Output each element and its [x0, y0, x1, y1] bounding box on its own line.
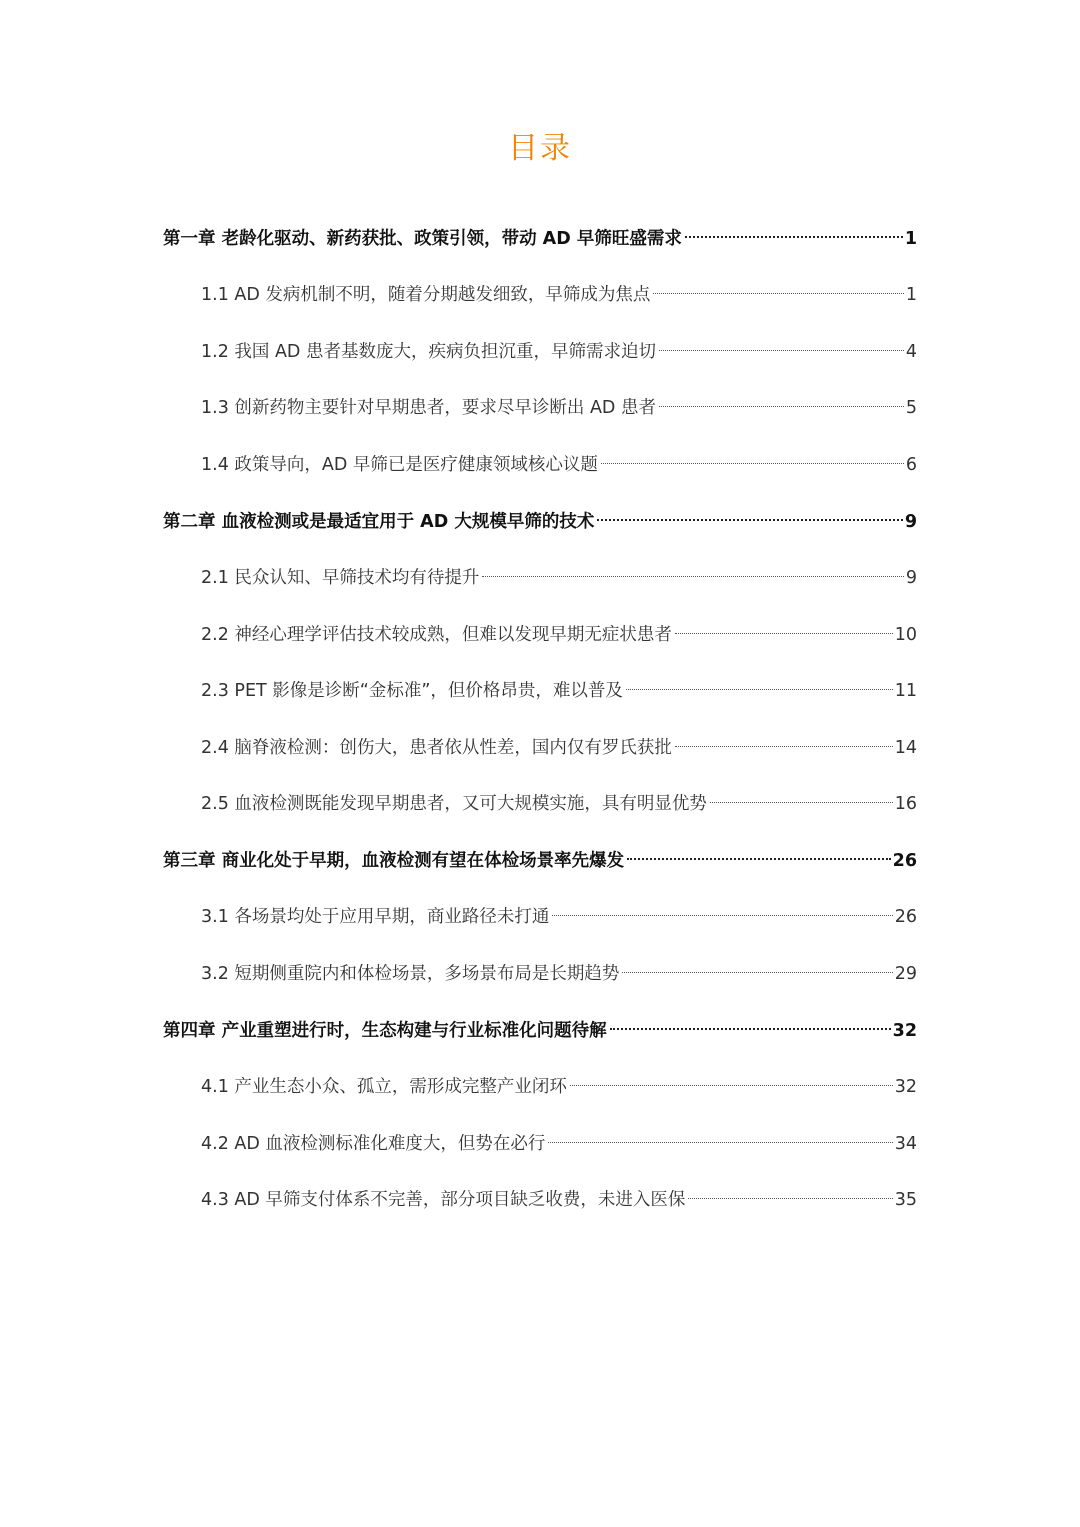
toc-entry-title: 1.1 AD 发病机制不明，随着分期越发细致，早筛成为焦点: [201, 285, 651, 305]
toc-section-1-4[interactable]: [201, 450, 917, 480]
toc-entry-title: 2.1 民众认知、早筛技术均有待提升: [201, 568, 480, 588]
toc-chapter-1[interactable]: [163, 224, 917, 254]
toc-section-4-1[interactable]: [201, 1072, 917, 1102]
toc-page-number: 4: [905, 342, 917, 362]
toc-entry-title: 4.2 AD 血液检测标准化难度大，但势在必行: [201, 1134, 546, 1154]
toc-entry-title: 第三章 商业化处于早期，血液检测有望在体检场景率先爆发: [163, 851, 625, 871]
dot-leader: [570, 1085, 893, 1086]
dot-leader: [548, 1142, 892, 1143]
toc-entry-title: 第四章 产业重塑进行时，生态构建与行业标准化问题待解: [163, 1021, 607, 1041]
toc-section-1-1[interactable]: [201, 280, 917, 310]
dot-leader: [710, 802, 893, 803]
toc-section-4-2[interactable]: [201, 1129, 917, 1159]
toc-page-number: 1: [905, 285, 917, 305]
toc-section-3-2[interactable]: [201, 959, 917, 989]
dot-leader: [688, 1198, 892, 1199]
dot-leader: [659, 350, 904, 351]
toc-entry-title: 1.3 创新药物主要针对早期患者，要求尽早诊断出 AD 患者: [201, 398, 656, 418]
toc-page-number: 14: [894, 738, 917, 758]
toc-page-number: 10: [894, 625, 917, 645]
toc-section-3-1[interactable]: [201, 902, 917, 932]
toc-page-number: 1: [904, 229, 917, 249]
dot-leader: [601, 463, 904, 464]
toc-entry-title: 3.2 短期侧重院内和体检场景，多场景布局是长期趋势: [201, 964, 620, 984]
toc-page-number: 9: [905, 568, 917, 588]
toc-page-number: 26: [894, 907, 917, 927]
toc-section-1-2[interactable]: [201, 337, 917, 367]
toc-page-number: 16: [894, 794, 917, 814]
toc-section-2-3[interactable]: [201, 676, 917, 706]
toc-page-number: 32: [894, 1077, 917, 1097]
toc-page-number: 35: [894, 1190, 917, 1210]
dot-leader: [622, 972, 892, 973]
toc-page-number: 26: [892, 851, 917, 871]
dot-leader: [675, 746, 893, 747]
toc-entry-title: 2.3 PET 影像是诊断“金标准”，但价格昂贵，难以普及: [201, 681, 623, 701]
toc-entry-title: 4.3 AD 早筛支付体系不完善，部分项目缺乏收费，未进入医保: [201, 1190, 686, 1210]
dot-leader: [653, 293, 903, 294]
toc-page-number: 5: [905, 398, 917, 418]
dot-leader: [626, 689, 893, 690]
toc-entry-title: 1.4 政策导向，AD 早筛已是医疗健康领域核心议题: [201, 455, 598, 475]
toc-section-1-3[interactable]: [201, 393, 917, 423]
toc-section-4-3[interactable]: [201, 1185, 917, 1215]
toc-page-number: 11: [894, 681, 917, 701]
dot-leader: [675, 633, 893, 634]
toc-page-number: 34: [894, 1134, 917, 1154]
toc-entry-title: 2.5 血液检测既能发现早期患者，又可大规模实施，具有明显优势: [201, 794, 707, 814]
toc-chapter-3[interactable]: [163, 846, 917, 876]
dot-leader: [482, 576, 903, 577]
dot-leader: [685, 236, 903, 238]
toc-entry-title: 2.2 神经心理学评估技术较成熟，但难以发现早期无症状患者: [201, 625, 672, 645]
toc-page-number: 29: [894, 964, 917, 984]
toc-entry-title: 3.1 各场景均处于应用早期，商业路径未打通: [201, 907, 550, 927]
toc-section-2-2[interactable]: [201, 620, 917, 650]
dot-leader: [552, 915, 892, 916]
toc-entry-title: 第一章 老龄化驱动、新药获批、政策引领，带动 AD 早筛旺盛需求: [163, 229, 682, 249]
toc-page-number: 6: [905, 455, 917, 475]
page-title: 目录: [508, 131, 572, 166]
dot-leader: [627, 858, 891, 860]
toc-section-2-4[interactable]: [201, 733, 917, 763]
toc-page-number: 32: [892, 1021, 917, 1041]
toc-chapter-2[interactable]: [163, 507, 917, 537]
toc-entry-title: 1.2 我国 AD 患者基数庞大，疾病负担沉重，早筛需求迫切: [201, 342, 656, 362]
dot-leader: [610, 1028, 891, 1030]
toc-entry-title: 第二章 血液检测或是最适宜用于 AD 大规模早筛的技术: [163, 512, 595, 532]
toc-chapter-4[interactable]: [163, 1016, 917, 1046]
toc-section-2-5[interactable]: [201, 789, 917, 819]
dot-leader: [597, 519, 902, 521]
toc-entry-title: 2.4 脑脊液检测：创伤大，患者依从性差，国内仅有罗氏获批: [201, 738, 672, 758]
toc-entry-title: 4.1 产业生态小众、孤立，需形成完整产业闭环: [201, 1077, 567, 1097]
toc-section-2-1[interactable]: [201, 563, 917, 593]
toc-page-number: 9: [904, 512, 917, 532]
dot-leader: [659, 406, 904, 407]
